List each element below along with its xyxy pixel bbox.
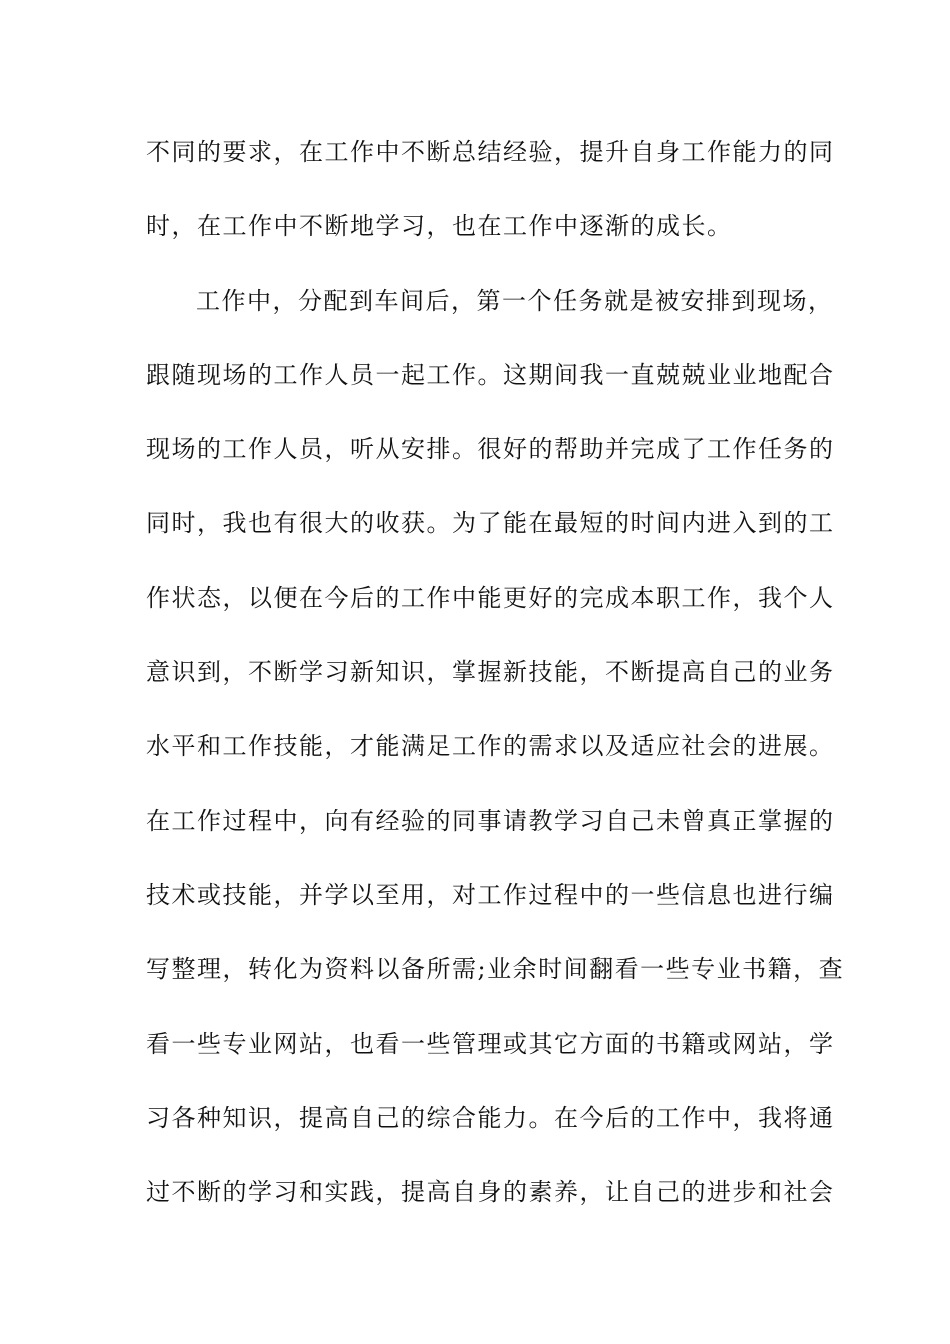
text-line: 写整理，转化为资料以备所需;业余时间翻看一些专业书籍，查 bbox=[146, 955, 845, 984]
text-line: 在工作过程中，向有经验的同事请教学习自己未曾真正掌握的 bbox=[146, 806, 835, 835]
paragraph-2 bbox=[146, 275, 845, 1241]
text-line-indented: 工作中，分配到车间后，第一个任务就是被安排到现场， bbox=[196, 286, 834, 315]
body-text bbox=[146, 126, 845, 1240]
text-line: 意识到，不断学习新知识，掌握新技能，不断提高自己的业务 bbox=[146, 658, 835, 687]
text-line: 现场的工作人员，听从安排。很好的帮助并完成了工作任务的 bbox=[146, 435, 835, 464]
text-line: 习各种知识，提高自己的综合能力。在今后的工作中，我将通 bbox=[146, 1103, 835, 1132]
text-line: 水平和工作技能，才能满足工作的需求以及适应社会的进展。 bbox=[146, 732, 835, 761]
text-line: 作状态，以便在今后的工作中能更好的完成本职工作，我个人 bbox=[146, 583, 835, 612]
text-line: 跟随现场的工作人员一起工作。这期间我一直兢兢业业地配合 bbox=[146, 360, 835, 389]
text-line: 不同的要求，在工作中不断总结经验，提升自身工作能力的同 bbox=[146, 138, 835, 166]
text-line: 过不断的学习和实践，提高自身的素养，让自己的进步和社会 bbox=[146, 1178, 835, 1207]
paragraph-1 bbox=[146, 126, 835, 275]
text-line: 时，在工作中不断地学习，也在工作中逐渐的成长。 bbox=[146, 212, 733, 241]
text-line: 看一些专业网站，也看一些管理或其它方面的书籍或网站，学 bbox=[146, 1029, 835, 1058]
text-line: 技术或技能，并学以至用，对工作过程中的一些信息也进行编 bbox=[146, 880, 835, 909]
text-line: 同时，我也有很大的收获。为了能在最短的时间内进入到的工 bbox=[146, 509, 835, 538]
